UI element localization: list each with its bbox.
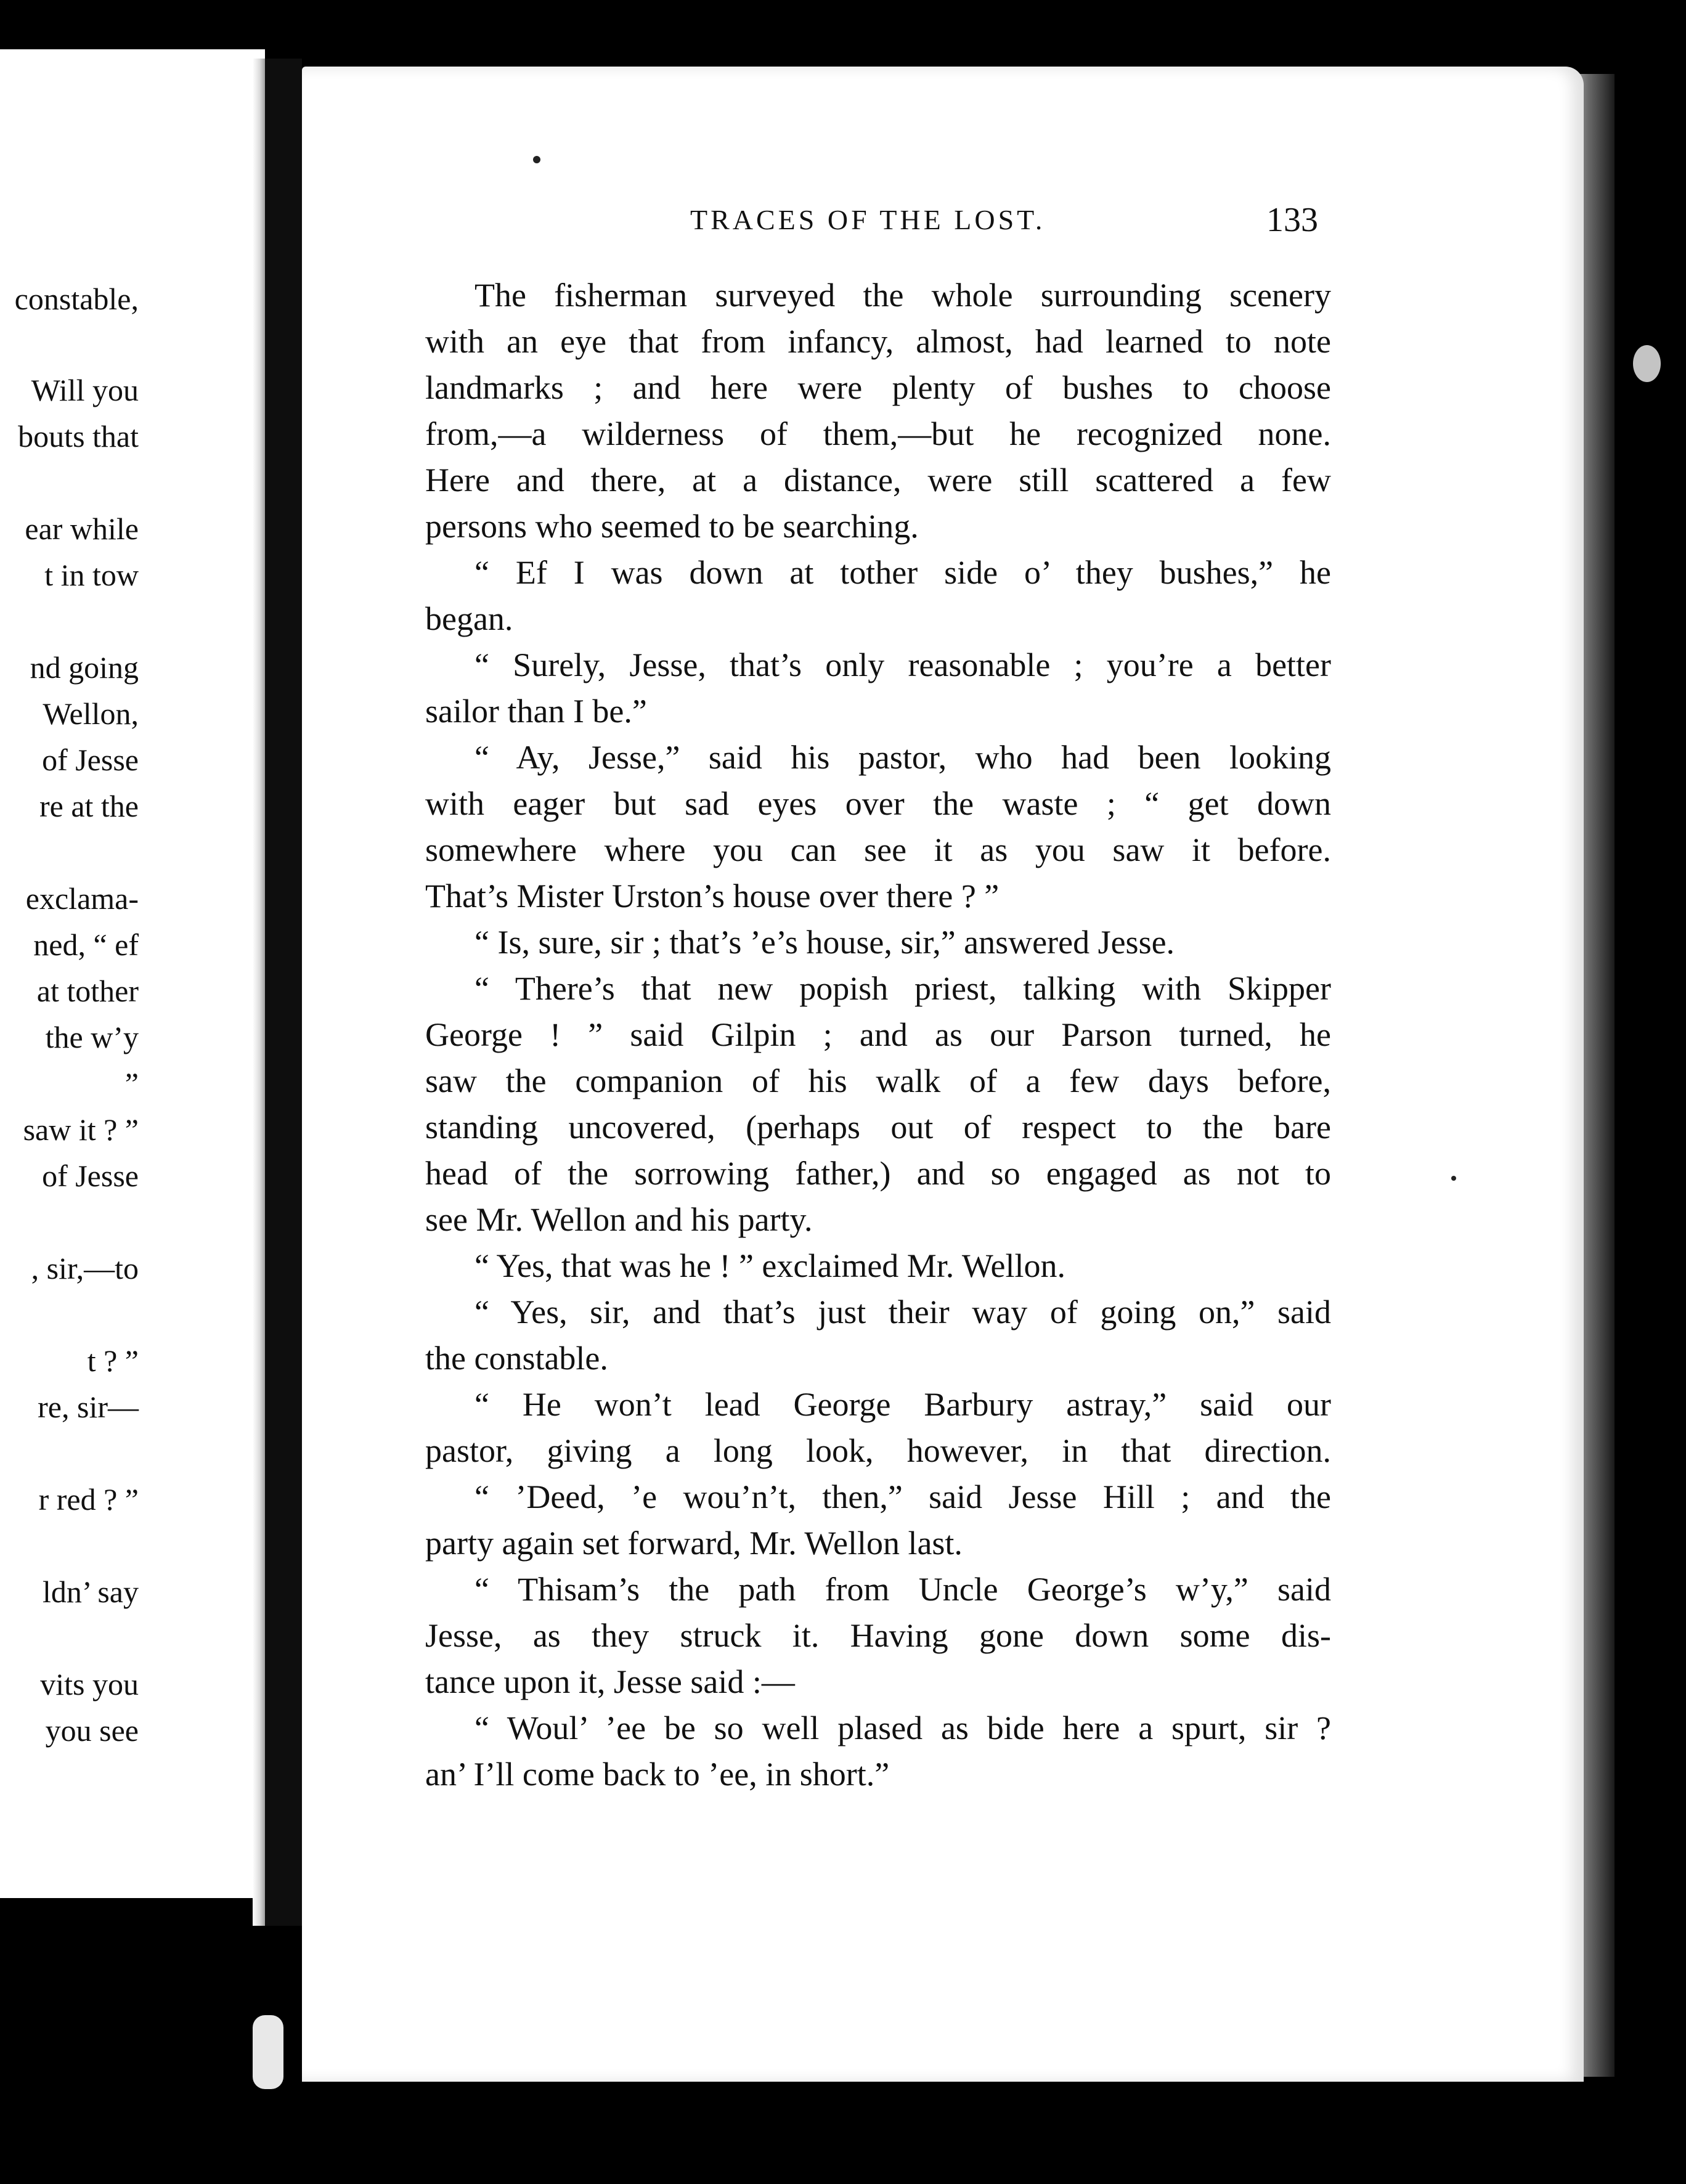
text-line: “ He won’t lead George Barbury astray,” said our bbox=[474, 1386, 1331, 1423]
left-page-line: vits you bbox=[40, 1667, 139, 1701]
left-page-line: exclama- bbox=[25, 881, 139, 916]
left-page-line: ldn’ say bbox=[43, 1575, 139, 1609]
text-line: George ! ” said Gilpin ; and as our Parson turned, he bbox=[425, 1016, 1331, 1053]
text-line: sailor than I be.” bbox=[425, 693, 647, 730]
text-line: persons who seemed to be searching. bbox=[425, 508, 919, 545]
left-page-line: you see bbox=[45, 1713, 139, 1748]
ink-speck bbox=[1451, 1176, 1456, 1181]
text-line: “ Ef I was down at tother side o’ they bushes,” he bbox=[474, 554, 1331, 591]
text-line: “ Yes, sir, and that’s just their way of going on,” said bbox=[474, 1294, 1331, 1330]
left-page-line: ” bbox=[124, 1066, 139, 1101]
text-line: “ ’Deed, ’e wou’n’t, then,” said Jesse Hill ; and the bbox=[474, 1478, 1331, 1515]
gutter-glare bbox=[253, 2015, 283, 2089]
text-line: “ Yes, that was he ! ” exclaimed Mr. Wellon. bbox=[474, 1247, 1065, 1284]
text-line: Here and there, at a distance, were still scattered a few bbox=[425, 462, 1331, 499]
ink-speck bbox=[533, 156, 540, 163]
text-line: “ Surely, Jesse, that’s only reasonable ; you’re a better bbox=[474, 646, 1331, 683]
text-line: see Mr. Wellon and his party. bbox=[425, 1201, 813, 1238]
text-line: head of the sorrowing father,) and so engaged as not to bbox=[425, 1155, 1331, 1192]
left-page-line: constable, bbox=[14, 282, 139, 316]
left-page-line: at tother bbox=[36, 974, 139, 1008]
running-header: TRACES OF THE LOST. bbox=[690, 204, 1046, 235]
text-line: pastor, giving a long look, however, in that direction. bbox=[425, 1432, 1331, 1469]
left-page-line: nd going bbox=[30, 650, 139, 685]
left-page-line: t in tow bbox=[44, 558, 139, 592]
text-line: standing uncovered, (perhaps out of respect to the bare bbox=[425, 1109, 1331, 1146]
page-number: 133 bbox=[1266, 201, 1318, 239]
text-line: somewhere where you can see it as you saw it before. bbox=[425, 831, 1331, 868]
left-page-line: r red ? ” bbox=[38, 1482, 139, 1517]
left-page-line: t ? ” bbox=[87, 1343, 139, 1378]
text-line: “ Woul’ ’ee be so well plased as bide here a spurt, sir ? bbox=[474, 1709, 1331, 1746]
text-line: with an eye that from infancy, almost, had learned to note bbox=[425, 323, 1331, 360]
text-line: “ Ay, Jesse,” said his pastor, who had been looking bbox=[474, 739, 1331, 776]
left-page-line: ned, “ ef bbox=[33, 927, 139, 962]
body-text bbox=[425, 272, 1331, 1798]
text-line: saw the companion of his walk of a few days before, bbox=[425, 1062, 1331, 1099]
text-line: the constable. bbox=[425, 1340, 608, 1377]
left-page-line: the w’y bbox=[45, 1020, 139, 1054]
left-page-line: saw it ? ” bbox=[23, 1112, 139, 1147]
left-page-line: re, sir— bbox=[38, 1390, 139, 1424]
text-line: party again set forward, Mr. Wellon last. bbox=[425, 1525, 963, 1562]
text-line: an’ I’ll come back to ’ee, in short.” bbox=[425, 1756, 890, 1793]
left-page-line: ear while bbox=[25, 511, 139, 546]
text-line: Jesse, as they struck it. Having gone down some dis- bbox=[425, 1617, 1331, 1654]
text-line: with eager but sad eyes over the waste ; “ get down bbox=[425, 785, 1331, 822]
left-page-line: bouts that bbox=[18, 419, 139, 454]
left-page-line: re at the bbox=[39, 789, 139, 823]
left-page-line: of Jesse bbox=[42, 1159, 139, 1193]
text-line: “ There’s that new popish priest, talking with Skipper bbox=[474, 970, 1331, 1007]
text-line: landmarks ; and here were plenty of bushes to choose bbox=[425, 369, 1331, 406]
text-line: “ Is, sure, sir ; that’s ’e’s house, sir,” answered Jesse. bbox=[474, 924, 1175, 961]
left-page-line: , sir,—to bbox=[31, 1251, 139, 1286]
text-line: began. bbox=[425, 600, 513, 637]
previous-page-fragment bbox=[0, 49, 265, 1898]
text-line: tance upon it, Jesse said :— bbox=[425, 1663, 795, 1700]
page-edge-stain bbox=[1633, 345, 1661, 382]
left-page-line: of Jesse bbox=[42, 743, 139, 777]
text-line: That’s Mister Urston’s house over there ? ” bbox=[425, 878, 1000, 915]
left-page-line: Will you bbox=[31, 373, 139, 407]
text-line: from,—a wilderness of them,—but he recognized none. bbox=[425, 415, 1331, 452]
left-page-line: Wellon, bbox=[43, 696, 139, 731]
text-line: The fisherman surveyed the whole surrounding scenery bbox=[474, 277, 1331, 314]
text-line: “ Thisam’s the path from Uncle George’s w’y,” said bbox=[474, 1571, 1331, 1608]
book-gutter bbox=[265, 59, 302, 1926]
